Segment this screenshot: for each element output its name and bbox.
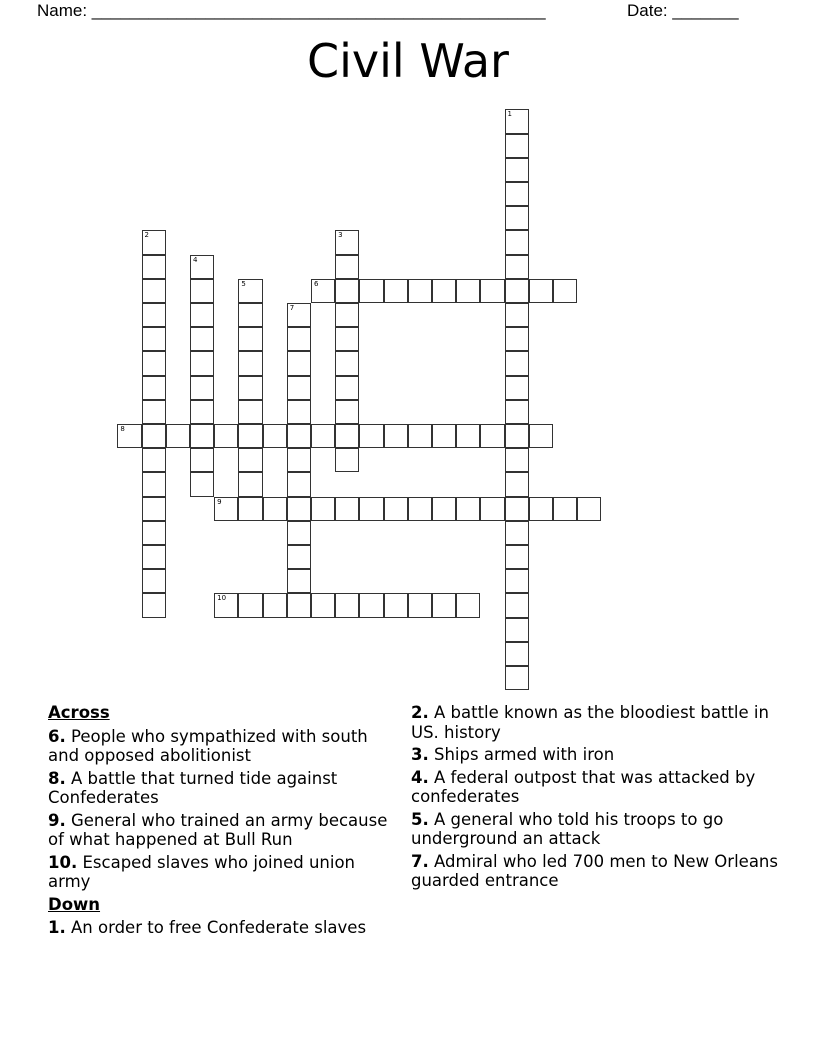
- cell-number: 4: [192, 255, 198, 264]
- grid-cell[interactable]: [432, 593, 456, 617]
- clue-number: 5.: [411, 809, 429, 829]
- cell-number: 7: [289, 303, 295, 312]
- grid-cell[interactable]: [142, 545, 166, 569]
- grid-cell[interactable]: [142, 376, 166, 400]
- grid-cell[interactable]: [529, 497, 553, 521]
- cell-number: 3: [338, 231, 343, 240]
- cell-number: 1: [507, 110, 513, 119]
- grid-cell[interactable]: [287, 448, 311, 472]
- grid-cell[interactable]: [553, 279, 577, 303]
- clue-text: General who trained an army because of what happened at Bull Run: [48, 810, 388, 849]
- clues-right-column: [411, 703, 781, 894]
- grid-cell[interactable]: [287, 569, 311, 593]
- clue-text: Ships armed with iron: [434, 745, 615, 764]
- grid-cell[interactable]: [311, 279, 335, 303]
- grid-cell[interactable]: [311, 497, 335, 521]
- grid-cell[interactable]: [505, 351, 529, 375]
- grid-cell[interactable]: [238, 376, 262, 400]
- clue-number: 3.: [411, 745, 429, 764]
- grid-cell[interactable]: [190, 400, 214, 424]
- grid-cell[interactable]: [190, 376, 214, 400]
- grid-cell[interactable]: [287, 303, 311, 327]
- grid-cell[interactable]: [263, 593, 287, 617]
- grid-cell[interactable]: [335, 376, 359, 400]
- grid-cell[interactable]: [359, 497, 383, 521]
- grid-cell[interactable]: [432, 279, 456, 303]
- grid-cell[interactable]: [190, 255, 214, 279]
- date-field[interactable]: Date: _______: [627, 1, 739, 20]
- grid-cell[interactable]: [456, 424, 480, 448]
- grid-cell[interactable]: [505, 618, 529, 642]
- grid-cell[interactable]: [335, 593, 359, 617]
- grid-cell[interactable]: [214, 593, 238, 617]
- grid-cell[interactable]: [287, 497, 311, 521]
- grid-cell[interactable]: [335, 279, 359, 303]
- grid-cell[interactable]: [505, 497, 529, 521]
- grid-cell[interactable]: [384, 497, 408, 521]
- grid-cell[interactable]: [142, 400, 166, 424]
- clue-text: An order to free Confederate slaves: [71, 918, 367, 937]
- clue-text: A battle known as the bloodiest battle in US. history: [411, 703, 769, 742]
- grid-cell[interactable]: [359, 593, 383, 617]
- grid-cell[interactable]: [529, 424, 553, 448]
- grid-cell[interactable]: [505, 134, 529, 158]
- clue-text: Admiral who led 700 men to New Orleans guarded entrance: [411, 851, 778, 890]
- grid-cell[interactable]: [142, 230, 166, 254]
- clue-number: 6.: [48, 726, 66, 746]
- clue-number: 8.: [48, 768, 66, 788]
- grid-cell[interactable]: [142, 448, 166, 472]
- clue-down-2: [411, 703, 781, 742]
- clue-number: 9.: [48, 810, 66, 830]
- grid-cell[interactable]: [505, 303, 529, 327]
- grid-cell[interactable]: [529, 279, 553, 303]
- grid-cell[interactable]: [408, 424, 432, 448]
- clues-left-column: [48, 703, 398, 941]
- grid-cell[interactable]: [505, 666, 529, 690]
- grid-cell[interactable]: [456, 497, 480, 521]
- grid-cell[interactable]: [117, 424, 141, 448]
- grid-cell[interactable]: [359, 279, 383, 303]
- clue-down-3: [411, 745, 781, 765]
- grid-cell[interactable]: [480, 279, 504, 303]
- grid-cell[interactable]: [190, 279, 214, 303]
- grid-cell[interactable]: [335, 448, 359, 472]
- grid-cell[interactable]: [384, 279, 408, 303]
- grid-cell[interactable]: [238, 279, 262, 303]
- grid-cell[interactable]: [408, 593, 432, 617]
- grid-cell[interactable]: [480, 424, 504, 448]
- grid-cell[interactable]: [311, 593, 335, 617]
- grid-cell[interactable]: [335, 424, 359, 448]
- grid-cell[interactable]: [238, 424, 262, 448]
- grid-cell[interactable]: [287, 351, 311, 375]
- cell-number: 9: [217, 497, 222, 506]
- grid-cell[interactable]: [287, 376, 311, 400]
- grid-cell[interactable]: [142, 497, 166, 521]
- grid-cell[interactable]: [142, 327, 166, 351]
- grid-cell[interactable]: [505, 109, 529, 133]
- grid-cell[interactable]: [505, 593, 529, 617]
- grid-cell[interactable]: [456, 593, 480, 617]
- grid-cell[interactable]: [432, 424, 456, 448]
- grid-cell[interactable]: [456, 279, 480, 303]
- clue-text: A general who told his troops to go underground an attack: [411, 809, 724, 848]
- grid-cell[interactable]: [287, 424, 311, 448]
- grid-cell[interactable]: [142, 472, 166, 496]
- grid-cell[interactable]: [142, 279, 166, 303]
- grid-cell[interactable]: [505, 472, 529, 496]
- grid-cell[interactable]: [505, 642, 529, 666]
- clue-text: A federal outpost that was attacked by confederates: [411, 767, 756, 806]
- name-field[interactable]: Name: ________________________________________________: [37, 1, 546, 20]
- grid-cell[interactable]: [505, 158, 529, 182]
- grid-cell[interactable]: [505, 327, 529, 351]
- grid-cell[interactable]: [311, 424, 335, 448]
- grid-cell[interactable]: [384, 424, 408, 448]
- cell-number: 6: [313, 279, 319, 288]
- clue-number: 1.: [48, 918, 66, 937]
- clue-number: 10.: [48, 852, 78, 872]
- grid-cell[interactable]: [505, 182, 529, 206]
- grid-cell[interactable]: [577, 497, 601, 521]
- grid-cell[interactable]: [190, 327, 214, 351]
- grid-cell[interactable]: [287, 593, 311, 617]
- grid-cell[interactable]: [287, 521, 311, 545]
- grid-cell[interactable]: [335, 351, 359, 375]
- grid-cell[interactable]: [142, 424, 166, 448]
- grid-cell[interactable]: [505, 569, 529, 593]
- grid-cell[interactable]: [408, 279, 432, 303]
- grid-cell[interactable]: [214, 497, 238, 521]
- grid-cell[interactable]: [190, 448, 214, 472]
- grid-cell[interactable]: [166, 424, 190, 448]
- clue-across-8: [48, 769, 398, 808]
- grid-cell[interactable]: [408, 497, 432, 521]
- grid-cell[interactable]: [505, 448, 529, 472]
- clue-down-7: [411, 852, 781, 891]
- cell-number: 8: [120, 424, 125, 433]
- grid-cell[interactable]: [238, 448, 262, 472]
- cell-number: 5: [241, 279, 246, 288]
- clue-across-6: [48, 727, 398, 766]
- grid-cell[interactable]: [335, 303, 359, 327]
- grid-cell[interactable]: [190, 303, 214, 327]
- grid-cell[interactable]: [505, 424, 529, 448]
- grid-cell[interactable]: [505, 255, 529, 279]
- grid-cell[interactable]: [238, 497, 262, 521]
- grid-cell[interactable]: [238, 472, 262, 496]
- across-heading: Across: [48, 703, 110, 722]
- grid-cell[interactable]: [505, 521, 529, 545]
- grid-cell[interactable]: [238, 303, 262, 327]
- grid-cell[interactable]: [505, 279, 529, 303]
- grid-cell[interactable]: [238, 327, 262, 351]
- grid-cell[interactable]: [142, 303, 166, 327]
- cell-number: 2: [144, 231, 150, 240]
- page-title: Civil War: [307, 34, 509, 88]
- grid-cell[interactable]: [505, 376, 529, 400]
- grid-cell[interactable]: [335, 400, 359, 424]
- grid-cell[interactable]: [335, 230, 359, 254]
- grid-cell[interactable]: [335, 255, 359, 279]
- grid-cell[interactable]: [190, 424, 214, 448]
- clue-across-9: [48, 811, 398, 850]
- grid-cell[interactable]: [142, 521, 166, 545]
- grid-cell[interactable]: [190, 472, 214, 496]
- clue-down-5: [411, 810, 781, 849]
- grid-cell[interactable]: [553, 497, 577, 521]
- grid-cell[interactable]: [142, 255, 166, 279]
- clue-down-4: [411, 768, 781, 807]
- grid-cell[interactable]: [238, 593, 262, 617]
- clue-number: 7.: [411, 851, 429, 871]
- grid-cell[interactable]: [142, 593, 166, 617]
- cell-number: 10: [217, 594, 227, 603]
- grid-cell[interactable]: [432, 497, 456, 521]
- grid-cell[interactable]: [190, 351, 214, 375]
- clue-number: 4.: [411, 767, 429, 787]
- down-heading: Down: [48, 894, 101, 914]
- grid-cell[interactable]: [505, 400, 529, 424]
- clue-across-10: [48, 853, 398, 892]
- grid-cell[interactable]: [287, 472, 311, 496]
- grid-cell[interactable]: [142, 351, 166, 375]
- clue-text: People who sympathized with south and opposed abolitionist: [48, 726, 368, 765]
- grid-cell[interactable]: [287, 545, 311, 569]
- grid-cell[interactable]: [263, 497, 287, 521]
- grid-cell[interactable]: [384, 593, 408, 617]
- grid-cell[interactable]: [238, 400, 262, 424]
- clue-number: 2.: [411, 703, 429, 722]
- clue-down-1: [48, 918, 398, 938]
- grid-cell[interactable]: [505, 230, 529, 254]
- grid-cell[interactable]: [287, 400, 311, 424]
- clue-text: Escaped slaves who joined union army: [48, 852, 356, 891]
- grid-cell[interactable]: [505, 545, 529, 569]
- grid-cell[interactable]: [263, 424, 287, 448]
- clue-text: A battle that turned tide against Confederates: [48, 768, 338, 807]
- grid-cell[interactable]: [480, 497, 504, 521]
- grid-cell[interactable]: [335, 327, 359, 351]
- grid-cell[interactable]: [238, 351, 262, 375]
- grid-cell[interactable]: [287, 327, 311, 351]
- grid-cell[interactable]: [214, 424, 238, 448]
- grid-cell[interactable]: [335, 497, 359, 521]
- grid-cell[interactable]: [359, 424, 383, 448]
- grid-cell[interactable]: [505, 206, 529, 230]
- grid-cell[interactable]: [142, 569, 166, 593]
